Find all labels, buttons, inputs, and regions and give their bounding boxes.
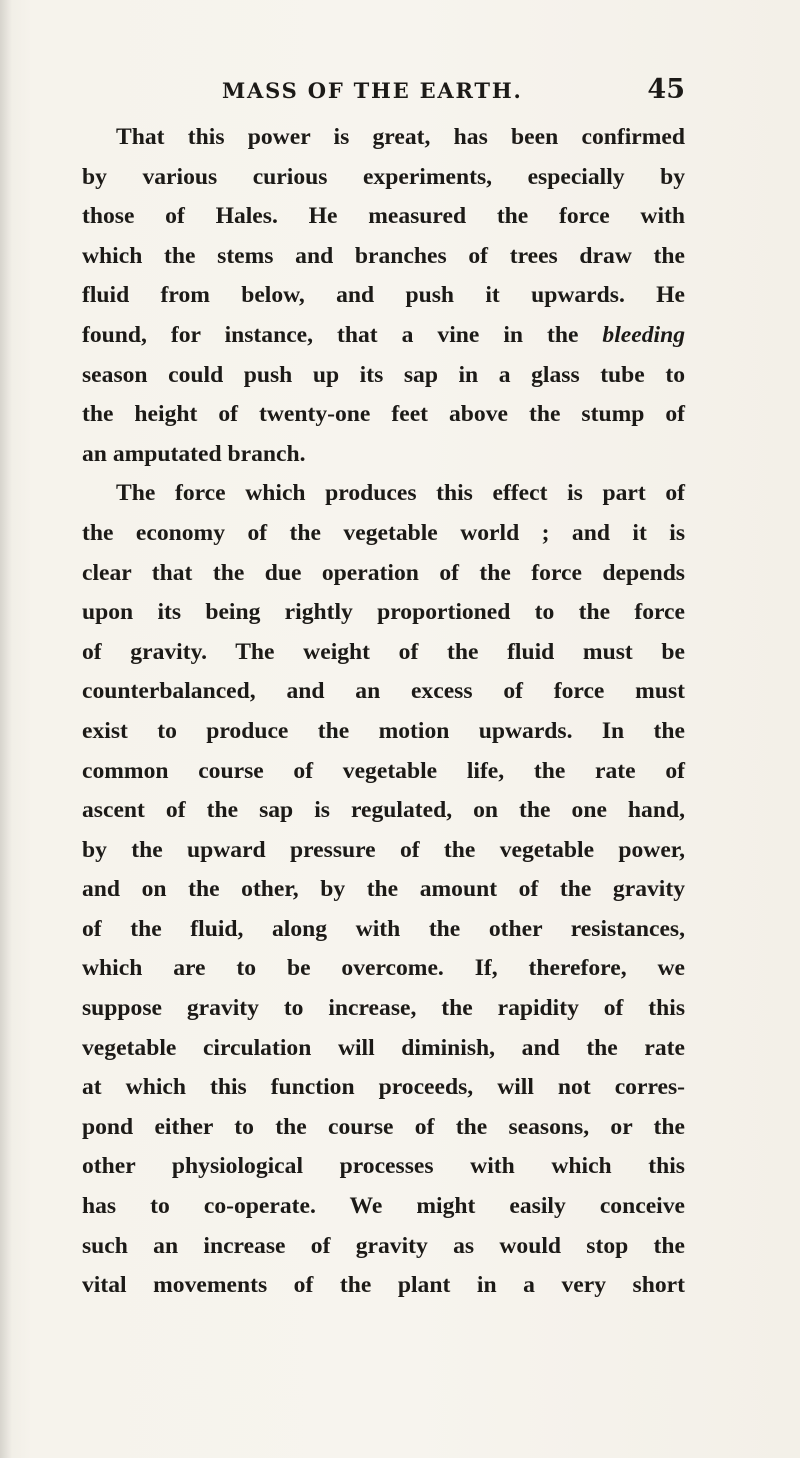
text-line: clear that the due operation of the force depends bbox=[82, 559, 685, 586]
text-line: the economy of the vegetable world ; and it is bbox=[82, 519, 685, 546]
body-text bbox=[82, 118, 685, 1306]
text-line: exist to produce the motion upwards. In the bbox=[82, 717, 685, 744]
running-head: MASS OF THE EARTH. bbox=[222, 78, 523, 103]
text-line: suppose gravity to increase, the rapidity of this bbox=[82, 995, 685, 1022]
text-line: the height of twenty-one feet above the stump of bbox=[82, 401, 685, 428]
page-number: 45 bbox=[647, 74, 685, 105]
text-line: of the fluid, along with the other resistances, bbox=[82, 915, 685, 942]
italic-word: bleeding bbox=[602, 321, 685, 348]
text-line: at which this function proceeds, will not corres- bbox=[82, 1074, 685, 1101]
text-line: fluid from below, and push it upwards. He bbox=[82, 282, 685, 309]
text-line: pond either to the course of the seasons, or the bbox=[82, 1113, 685, 1140]
text-line: by the upward pressure of the vegetable power, bbox=[82, 836, 685, 863]
text-line: found, for instance, that a vine in the bleeding bbox=[82, 321, 685, 348]
page-header bbox=[82, 74, 685, 110]
text-line: upon its being rightly proportioned to the force bbox=[82, 599, 685, 626]
text-line: That this power is great, has been confirmed bbox=[116, 124, 685, 150]
text-line: common course of vegetable life, the rate of bbox=[82, 757, 685, 784]
text-line: those of Hales. He measured the force with bbox=[82, 203, 685, 230]
text-line: other physiological processes with which this bbox=[82, 1153, 685, 1180]
text-line: such an increase of gravity as would stop the bbox=[82, 1232, 685, 1259]
text-line: The force which produces this effect is part of bbox=[116, 480, 685, 507]
text-line: has to co-operate. We might easily conceive bbox=[82, 1193, 685, 1220]
text-line: ascent of the sap is regulated, on the one hand, bbox=[82, 797, 685, 824]
text-line: by various curious experiments, especially by bbox=[82, 163, 685, 190]
text-line: and on the other, by the amount of the gravity bbox=[82, 876, 685, 903]
text-line: an amputated branch. bbox=[82, 440, 306, 467]
text-line: counterbalanced, and an excess of force must bbox=[82, 678, 685, 705]
text-line: vital movements of the plant in a very short bbox=[82, 1272, 685, 1299]
text-line: which the stems and branches of trees draw the bbox=[82, 242, 685, 269]
gutter-shadow bbox=[0, 0, 12, 1458]
text-line: vegetable circulation will diminish, and the rate bbox=[82, 1034, 685, 1061]
text-line: which are to be overcome. If, therefore, we bbox=[82, 955, 685, 982]
text-line: of gravity. The weight of the fluid must be bbox=[82, 638, 685, 665]
text-line: season could push up its sap in a glass tube to bbox=[82, 361, 685, 388]
